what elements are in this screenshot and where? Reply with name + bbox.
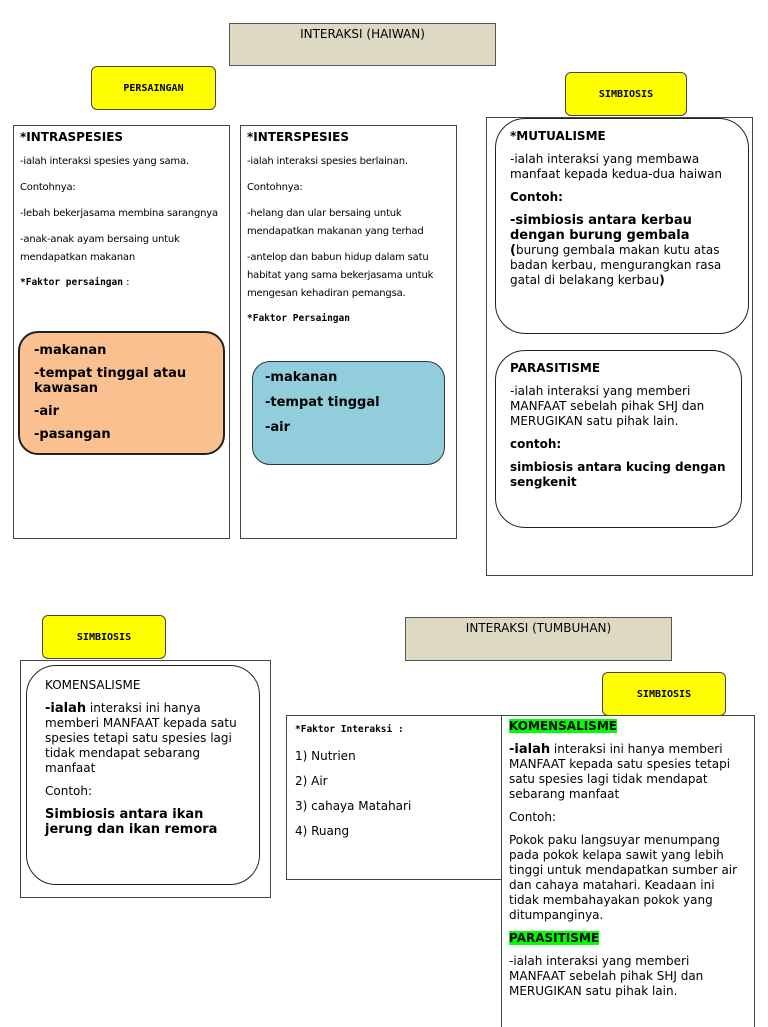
factor-item: 1) Nutrien — [295, 749, 356, 763]
tumbuhan-simbiosis-panel — [501, 715, 755, 1027]
komensalisme-contoh: Contoh: — [45, 784, 93, 798]
factor-item: -pasangan — [34, 427, 111, 442]
tumbuhan-parasitisme-heading: PARASITISME — [509, 931, 600, 945]
parasitisme-heading: PARASITISME — [510, 361, 601, 375]
haiwan-title: INTERAKSI (HAIWAN) — [300, 27, 425, 41]
interspesies-example-2: -antelop dan babun hidup dalam satu habitat yang sama bekerjasama untuk mengesan kehadiran pemangsa. — [247, 252, 434, 299]
intraspesies-faktor-label: *Faktor persaingan : — [20, 277, 130, 288]
parasitisme-definition: -ialah interaksi yang memberi MANFAAT sebelah pihak SHJ dan MERUGIKAN satu pihak lain. — [510, 384, 705, 428]
simbiosis-label: SIMBIOSIS — [76, 631, 132, 643]
mutualisme-definition: -ialah interaksi yang membawa manfaat kepada kedua-dua haiwan — [510, 152, 723, 181]
parasitisme-contoh: contoh: — [510, 437, 562, 451]
interspesies-example-1: -helang dan ular bersaing untuk mendapatkan makanan yang terhad — [247, 208, 424, 237]
factor-item: -air — [265, 420, 291, 435]
tumbuhan-title-box — [405, 617, 672, 661]
factor-item: -makanan — [265, 370, 338, 385]
interspesies-contoh: Contohnya: — [247, 182, 303, 193]
interspesies-faktor-label: *Faktor Persaingan — [247, 313, 350, 324]
interspesies-definition: -ialah interaksi spesies berlainan. — [247, 156, 408, 167]
tumbuhan-parasitisme-definition: -ialah interaksi yang memberi MANFAAT sebelah pihak SHJ dan MERUGIKAN satu pihak lain. — [509, 954, 704, 998]
tumbuhan-faktor-label: *Faktor Interaksi : — [295, 724, 404, 735]
simbiosis-label: SIMBIOSIS — [636, 688, 692, 700]
tumbuhan-komensalisme-example: Pokok paku langsuyar menumpang pada pokok kelapa sawit yang lebih tinggi untuk mendapatkan sumber air dan cahaya matahari. Keadaan ini tidak membahayakan pokok yang ditumpanginya. — [509, 833, 738, 922]
factor-item: 4) Ruang — [295, 824, 350, 838]
simbiosis-tag-haiwan — [565, 72, 687, 116]
tumbuhan-komensalisme-definition: -ialah interaksi ini hanya memberi MANFAAT kepada satu spesies tetapi satu spesies lagi tidak mendapat sebarang manfaat — [509, 742, 731, 801]
mutualisme-heading: *MUTUALISME — [510, 129, 606, 143]
tumbuhan-faktor-panel — [286, 715, 502, 880]
mutualisme-contoh: Contoh: — [510, 190, 563, 204]
intraspesies-factors-box — [18, 331, 225, 455]
mutualisme-box — [495, 118, 749, 334]
factor-item: -air — [34, 404, 60, 419]
tumbuhan-title: INTERAKSI (TUMBUHAN) — [465, 621, 612, 635]
parasitisme-box — [495, 350, 742, 528]
simbiosis-tag-komensalisme — [42, 615, 166, 659]
mutualisme-example: -simbiosis antara kerbau dengan burung gembala (burung gembala makan kutu atas badan kerbau, mengurangkan rasa gatal di belakang kerbau) — [510, 213, 722, 287]
parasitisme-example: simbiosis antara kucing dengan sengkenit — [510, 460, 726, 489]
persaingan-label: PERSAINGAN — [123, 82, 184, 94]
komensalisme-box — [26, 665, 260, 885]
interspesies-panel — [240, 125, 457, 539]
haiwan-title-box — [229, 23, 496, 66]
komensalisme-example: Simbiosis antara ikan jerung dan ikan remora — [45, 807, 218, 837]
intraspesies-heading: *INTRASPESIES — [20, 130, 124, 144]
tumbuhan-komensalisme-contoh: Contoh: — [509, 810, 557, 824]
factor-item: -makanan — [34, 343, 107, 358]
komensalisme-definition: -ialah interaksi ini hanya memberi MANFAAT kepada satu spesies tetapi satu spesies lagi tidak mendapat sebarang manfaat — [45, 701, 237, 775]
komensalisme-heading: KOMENSALISME — [45, 678, 141, 692]
intraspesies-example-2: -anak-anak ayam bersaing untuk mendapatkan makanan — [20, 234, 180, 263]
factor-item: 3) cahaya Matahari — [295, 799, 412, 813]
factor-item: -tempat tinggal atau kawasan — [34, 366, 187, 396]
factor-item: -tempat tinggal — [265, 395, 380, 410]
persaingan-tag — [91, 66, 216, 110]
intraspesies-definition: -ialah interaksi spesies yang sama. — [20, 156, 189, 167]
interspesies-factors-box — [252, 361, 445, 465]
intraspesies-contoh: Contohnya: — [20, 182, 76, 193]
tumbuhan-komensalisme-heading: KOMENSALISME — [509, 719, 617, 733]
simbiosis-tag-tumbuhan — [602, 672, 726, 716]
factor-item: 2) Air — [295, 774, 328, 788]
intraspesies-example-1: -lebah bekerjasama membina sarangnya — [20, 208, 218, 219]
interspesies-heading: *INTERSPESIES — [247, 130, 349, 144]
simbiosis-label: SIMBIOSIS — [598, 88, 654, 100]
